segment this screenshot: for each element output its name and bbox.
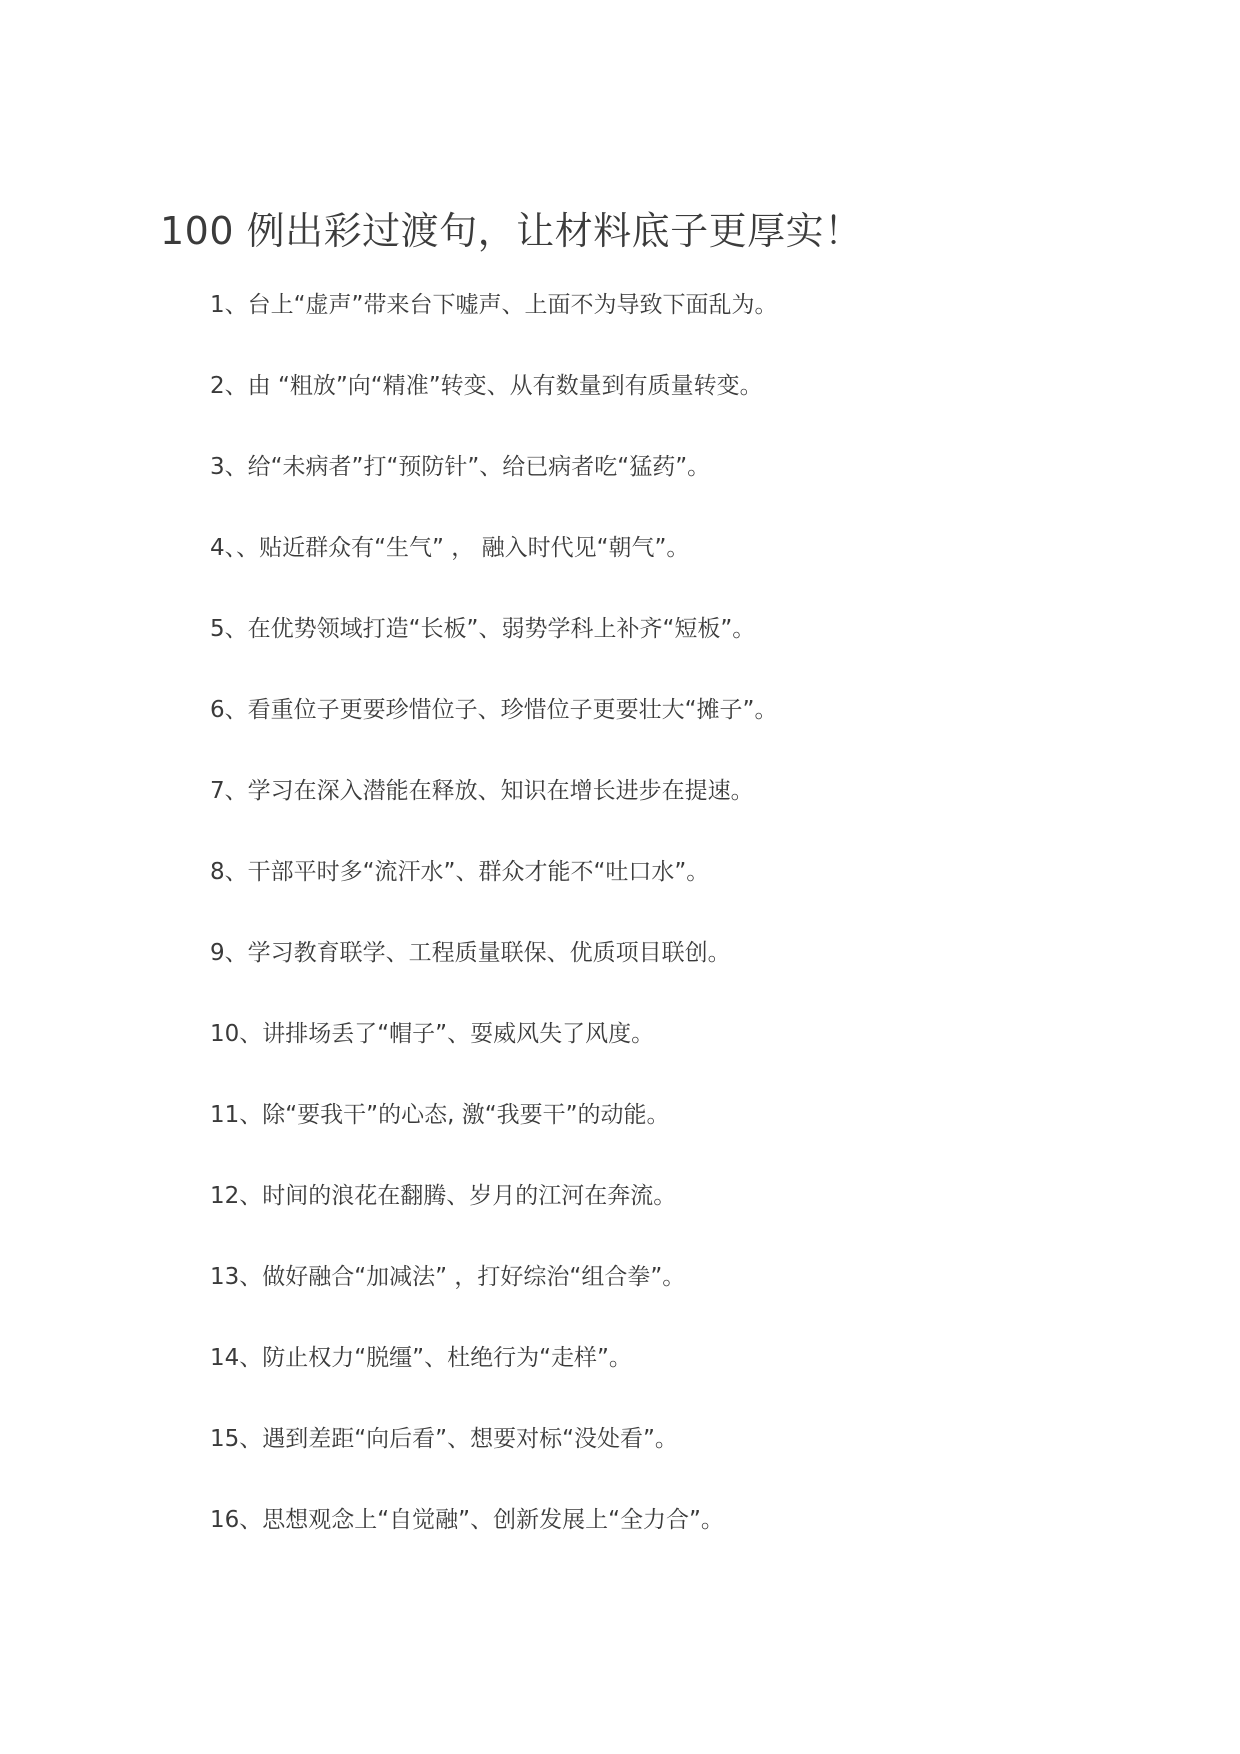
list-item: 12、时间的浪花在翻腾、岁月的江河在奔流。: [210, 1183, 677, 1209]
list-item: 10、讲排场丢了“帽子”、耍威风失了风度。: [210, 1021, 655, 1047]
list-item: 2、由 “粗放”向“精准”转变、从有数量到有质量转变。: [210, 373, 763, 399]
list-item: 13、做好融合“加减法” ，打好综治“组合拳”。: [210, 1264, 686, 1290]
list-item: 8、干部平时多“流汗水”、群众才能不“吐口水”。: [210, 859, 710, 885]
list-item: 3、给“未病者”打“预防针”、给已病者吃“猛药”。: [210, 454, 711, 480]
document-title: 100 例出彩过渡句，让材料底子更厚实！: [160, 209, 863, 253]
item-list: [210, 287, 777, 1583]
list-item: 15、遇到差距“向后看”、想要对标“没处看”。: [210, 1426, 678, 1452]
list-item: 5、在优势领域打造“长板”、弱势学科上补齐“短板”。: [210, 616, 756, 642]
list-item: 4、、贴近群众有“生气” ， 融入时代见“朝气”。: [210, 535, 690, 561]
list-item: 1、台上“虚声”带来台下嘘声、上面不为导致下面乱为。: [210, 292, 778, 318]
list-item: 11、除“要我干”的心态, 激“我要干”的动能。: [210, 1102, 670, 1128]
list-item: 7、学习在深入潜能在释放、知识在增长进步在提速。: [210, 778, 754, 804]
list-item: 6、看重位子更要珍惜位子、珍惜位子更要壮大“摊子”。: [210, 697, 778, 723]
list-item: 9、学习教育联学、工程质量联保、优质项目联创。: [210, 940, 731, 966]
list-item: 14、防止权力“脱缰”、杜绝行为“走样”。: [210, 1345, 632, 1371]
list-item: 16、思想观念上“自觉融”、创新发展上“全力合”。: [210, 1507, 724, 1533]
